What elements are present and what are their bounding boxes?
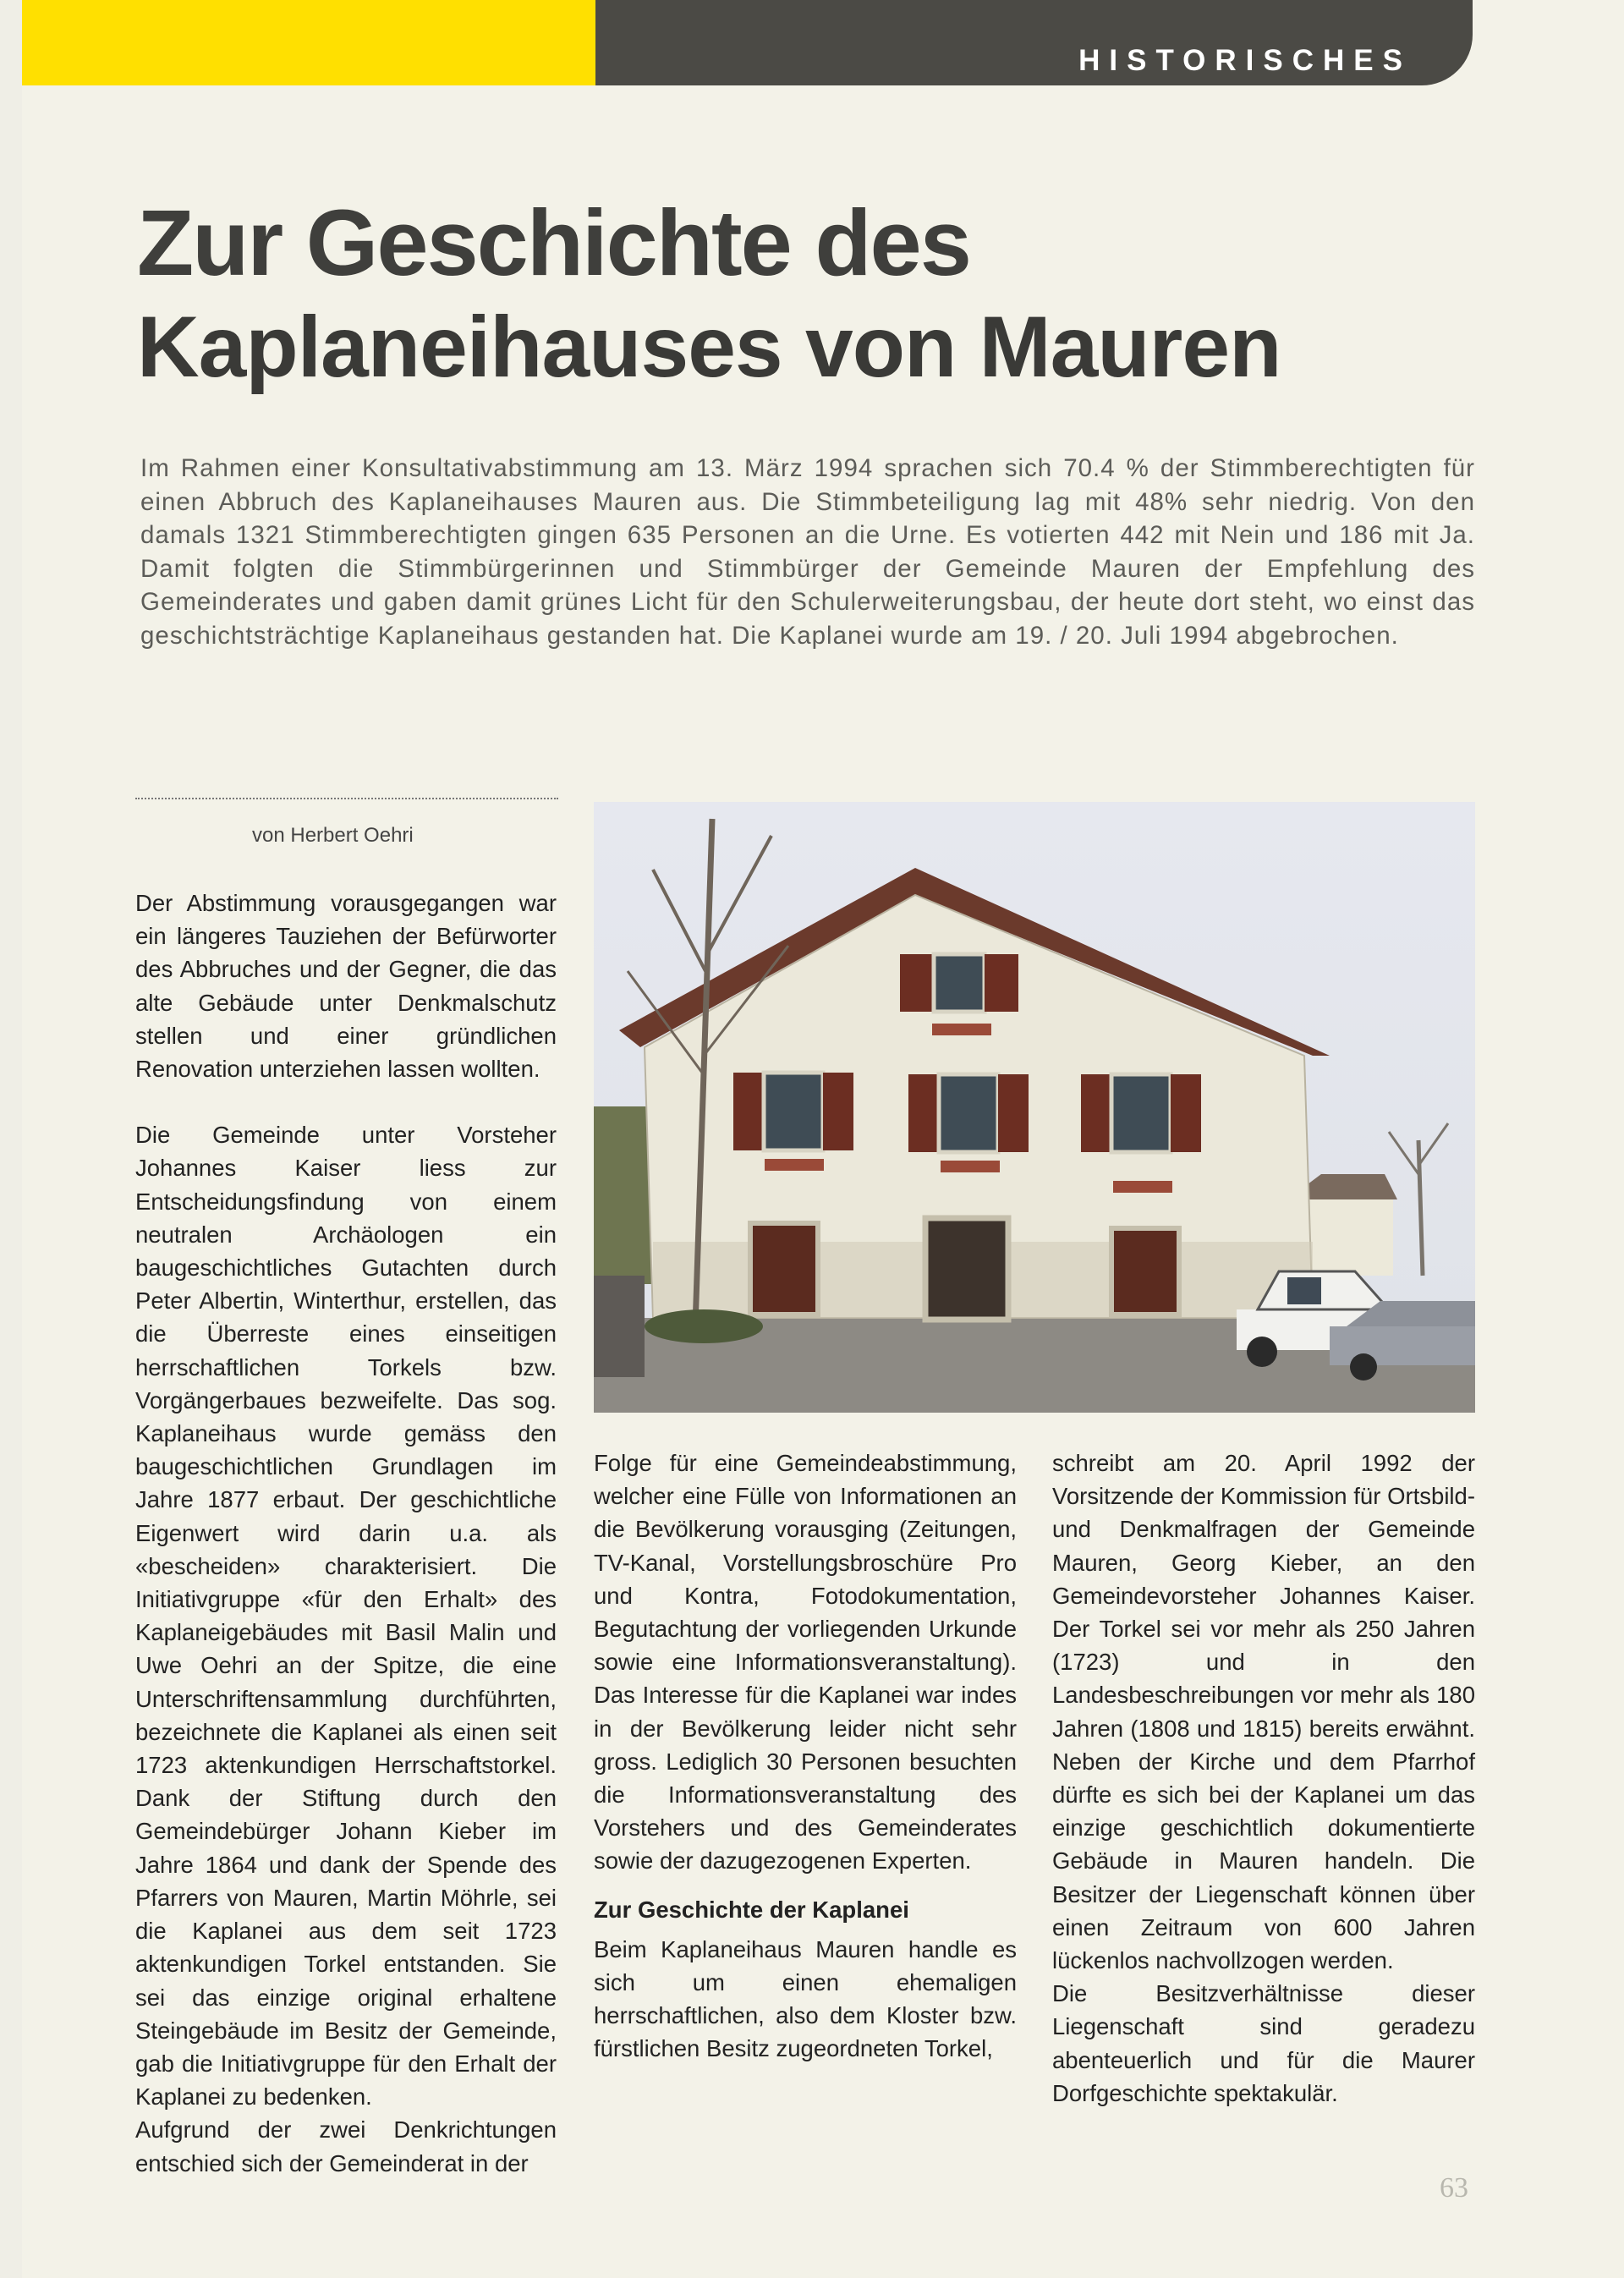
subheading: Zur Geschichte der Kaplanei xyxy=(594,1896,909,1923)
lead-paragraph: Im Rahmen einer Konsultativabstimmung am 13. März 1994 sprachen sich 70.4 % der Stimmberechtigten für einen Abbruch des Kaplaneihauses Mauren aus. Die Stimmbeteiligung lag mit 48% sehr niedrig. Von den damals 1321 Stimmberechtigten gingen 635 Personen an die Urne. Es votierten 442 mit Nein und 186 mit Ja. Damit folgten die Stimmbürgerinnen und Stimmbürger der Gemeinde Mauren der Empfehlung des Gemeinderates und gaben damit grünes Licht für den Schulerweiterungsbau, der heute dort steht, wo einst das geschichtsträchtige Kaplaneihaus gestanden hat. Die Kaplanei wurde am 19. / 20. Juli 1994 abgebrochen. xyxy=(140,454,1475,650)
paragraph: schreibt am 20. April 1992 der Vorsitzende der Kommission für Ortsbild- und Denkmalfragen der Gemeinde Mauren, Georg Kieber, an den Gemeindevorsteher Johannes Kaiser. Der Torkel sei vor mehr als 250 Jahren (1723) und in den Landesbeschreibungen vor mehr als 180 Jahren (1808 und 1815) bereits erwähnt. Neben der Kirche und dem Pfarrhof dürfte es sich bei der Kaplanei um das einzige geschichtlich dokumentierte Gebäude in Mauren handeln. Die Besitzer der Liegenschaft können über einen Zeitraum von 600 Jahren lückenlos nachvollzogen werden. xyxy=(1052,1450,1475,1974)
section-label: HISTORISCHES xyxy=(1078,44,1412,77)
text-column-3 xyxy=(1052,1446,1475,2110)
paragraph: Die Gemeinde unter Vorsteher Johannes Kaiser liess zur Entscheidungsfindung von einem neutralen Archäologen ein baugeschichtliches Gutachten durch Peter Albertin, Winterthur, erstellen, das die Überreste eines einseitigen herrschaftlichen Torkels bzw. Vorgängerbaues bezweifelte. Das sog. Kaplaneihaus wurde gemäss den baugeschichtlichen Grundlagen im Jahre 1877 erbaut. Der geschichtliche Eigenwert wird darin u.a. als «bescheiden» charakterisiert. Die Initiativgruppe «für den Erhalt» des Kaplaneigebäudes mit Basil Malin und Uwe Oehri an der Spitze, die eine Unterschriftensammlung durchführten, bezeichnete die Kaplanei als einen seit 1723 aktenkundigen Herrschaftstorkel. Dank der Stiftung durch den Gemeindebürger Johann Kieber im Jahre 1864 und dank der Spende des Pfarrers von Mauren, Martin Möhrle, sei die Kaplanei aus dem seit 1723 aktenkundigen Torkel entstanden. Sie sei das einzige original erhaltene Steingebäude im Besitz der Gemeinde, gab die Initiativgruppe für den Erhalt der Kaplanei zu bedenken. xyxy=(135,1122,557,2111)
text-column-1 xyxy=(135,886,557,2180)
header-yellow-bar xyxy=(22,0,595,85)
house-photo xyxy=(594,802,1475,1413)
text-column-2 xyxy=(594,1446,1017,2066)
paragraph: Die Besitzverhältnisse dieser Liegenschaft sind geradezu abenteuerlich und für die Maurer Dorfgeschichte spektakulär. xyxy=(1052,1980,1475,2106)
paragraph: Der Abstimmung vorausgegangen war ein längeres Tauziehen der Befürworter des Abbruches und der Gegner, die das alte Gebäude unter Denkmalschutz stellen und einer gründlichen Renovation unterziehen lassen wollten. xyxy=(135,890,557,1083)
header-dark-bar xyxy=(595,0,1473,85)
author-byline: von Herbert Oehri xyxy=(252,824,414,847)
title-line-2: Kaplaneihauses von Mauren xyxy=(137,299,1281,395)
paragraph: Beim Kaplaneihaus Mauren handle es sich um einen ehemaligen herrschaftlichen, also dem Kloster bzw. fürstlichen Besitz zugeordneten Torkel, xyxy=(594,1935,1017,2062)
paragraph: Folge für eine Gemeindeabstimmung, welcher eine Fülle von Informationen an die Bevölkerung vorausging (Zeitungen, TV-Kanal, Vorstellungsbroschüre Pro und Kontra, Fotodokumentation, Begutachtung der vorliegenden Urkunde sowie eine Informationsveranstaltung). Das Interesse für die Kaplanei war indes in der Bevölkerung leider nicht sehr gross. Lediglich 30 Personen besuchten die Informationsveranstaltung des Vorstehers und des Gemeinderates sowie der dazugezogenen Experten. xyxy=(594,1450,1017,1875)
paragraph: Aufgrund der zwei Denkrichtungen entschied sich der Gemeinderat in der xyxy=(135,2116,557,2176)
dotted-divider xyxy=(135,798,558,799)
page-number: 63 xyxy=(1440,2172,1468,2204)
title-line-1: Zur Geschichte des xyxy=(137,191,970,295)
page xyxy=(22,0,1624,2278)
